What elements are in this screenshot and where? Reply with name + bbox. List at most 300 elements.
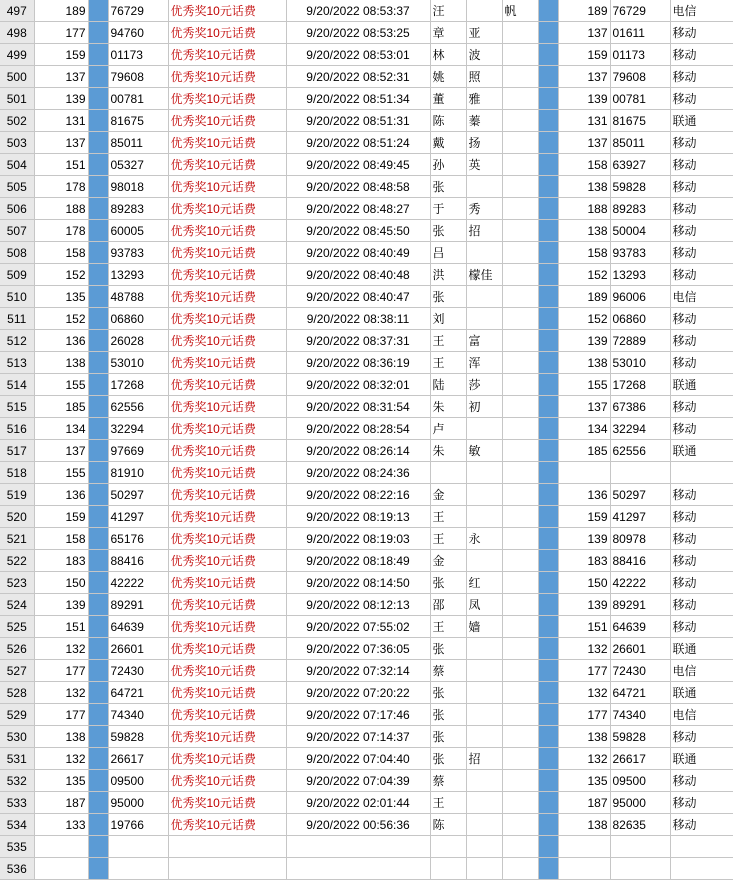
table-row[interactable]: [0, 264, 733, 286]
cell-amount-2[interactable]: 152: [558, 264, 610, 286]
cell-datetime[interactable]: 9/20/2022 08:18:49: [286, 550, 430, 572]
cell-amount-2[interactable]: 132: [558, 748, 610, 770]
cell-amount-1[interactable]: 134: [34, 418, 88, 440]
cell-name-3[interactable]: [502, 594, 538, 616]
table-row[interactable]: [0, 198, 733, 220]
cell-prize-label[interactable]: 优秀奖10元话费: [168, 418, 286, 440]
table-row[interactable]: [0, 418, 733, 440]
row-header[interactable]: 505: [0, 176, 34, 198]
cell-amount-2[interactable]: [558, 858, 610, 880]
cell-prize-label[interactable]: 优秀奖10元话费: [168, 484, 286, 506]
table-row[interactable]: [0, 594, 733, 616]
cell-name-1[interactable]: 朱: [430, 396, 466, 418]
cell-datetime[interactable]: 9/20/2022 08:52:31: [286, 66, 430, 88]
cell-prize-label[interactable]: 优秀奖10元话费: [168, 748, 286, 770]
table-row[interactable]: [0, 682, 733, 704]
cell-carrier[interactable]: 移动: [670, 44, 733, 66]
cell-prize-label[interactable]: 优秀奖10元话费: [168, 704, 286, 726]
cell-amount-2[interactable]: 138: [558, 176, 610, 198]
cell-carrier[interactable]: 移动: [670, 616, 733, 638]
cell-prize-label[interactable]: 优秀奖10元话费: [168, 440, 286, 462]
cell-name-3[interactable]: [502, 484, 538, 506]
cell-code-1[interactable]: 05327: [108, 154, 168, 176]
row-header[interactable]: 525: [0, 616, 34, 638]
row-header[interactable]: 519: [0, 484, 34, 506]
cell-datetime[interactable]: [286, 858, 430, 880]
cell-name-3[interactable]: [502, 66, 538, 88]
cell-code-1[interactable]: 62556: [108, 396, 168, 418]
cell-amount-1[interactable]: 185: [34, 396, 88, 418]
cell-name-1[interactable]: 金: [430, 550, 466, 572]
cell-code-2[interactable]: 59828: [610, 176, 670, 198]
row-header[interactable]: 499: [0, 44, 34, 66]
cell-prize-label[interactable]: 优秀奖10元话费: [168, 814, 286, 836]
cell-code-2[interactable]: 17268: [610, 374, 670, 396]
cell-name-2[interactable]: 照: [466, 66, 502, 88]
cell-name-1[interactable]: 张: [430, 572, 466, 594]
cell-code-2[interactable]: 50004: [610, 220, 670, 242]
cell-amount-2[interactable]: 150: [558, 572, 610, 594]
cell-carrier[interactable]: 联通: [670, 110, 733, 132]
cell-name-1[interactable]: 陆: [430, 374, 466, 396]
row-header[interactable]: 526: [0, 638, 34, 660]
cell-name-3[interactable]: [502, 352, 538, 374]
cell-name-1[interactable]: 于: [430, 198, 466, 220]
cell-carrier[interactable]: [670, 462, 733, 484]
cell-name-1[interactable]: [430, 462, 466, 484]
cell-amount-1[interactable]: 136: [34, 484, 88, 506]
cell-carrier[interactable]: 移动: [670, 352, 733, 374]
cell-prize-label[interactable]: 优秀奖10元话费: [168, 770, 286, 792]
cell-amount-1[interactable]: 135: [34, 286, 88, 308]
cell-name-2[interactable]: 扬: [466, 132, 502, 154]
cell-prize-label[interactable]: [168, 836, 286, 858]
cell-amount-1[interactable]: 139: [34, 88, 88, 110]
cell-prize-label[interactable]: 优秀奖10元话费: [168, 264, 286, 286]
row-header[interactable]: 535: [0, 836, 34, 858]
cell-name-2[interactable]: 波: [466, 44, 502, 66]
cell-amount-1[interactable]: 132: [34, 682, 88, 704]
cell-amount-2[interactable]: 139: [558, 88, 610, 110]
cell-datetime[interactable]: 9/20/2022 08:40:47: [286, 286, 430, 308]
cell-amount-2[interactable]: 137: [558, 66, 610, 88]
cell-code-1[interactable]: 53010: [108, 352, 168, 374]
cell-prize-label[interactable]: 优秀奖10元话费: [168, 396, 286, 418]
cell-name-2[interactable]: [466, 242, 502, 264]
cell-amount-2[interactable]: 177: [558, 660, 610, 682]
cell-code-2[interactable]: 06860: [610, 308, 670, 330]
cell-name-2[interactable]: [466, 176, 502, 198]
cell-amount-2[interactable]: [558, 462, 610, 484]
cell-name-3[interactable]: [502, 88, 538, 110]
cell-name-2[interactable]: 凤: [466, 594, 502, 616]
row-header[interactable]: 524: [0, 594, 34, 616]
cell-code-2[interactable]: 26601: [610, 638, 670, 660]
row-header[interactable]: 527: [0, 660, 34, 682]
cell-code-1[interactable]: 26617: [108, 748, 168, 770]
cell-carrier[interactable]: 联通: [670, 440, 733, 462]
cell-datetime[interactable]: 9/20/2022 08:19:03: [286, 528, 430, 550]
cell-carrier[interactable]: 联通: [670, 682, 733, 704]
cell-name-2[interactable]: 英: [466, 154, 502, 176]
cell-datetime[interactable]: 9/20/2022 08:49:45: [286, 154, 430, 176]
cell-prize-label[interactable]: 优秀奖10元话费: [168, 550, 286, 572]
cell-name-2[interactable]: [466, 286, 502, 308]
cell-name-2[interactable]: [466, 770, 502, 792]
cell-name-2[interactable]: 招: [466, 748, 502, 770]
cell-code-2[interactable]: 82635: [610, 814, 670, 836]
cell-amount-1[interactable]: 177: [34, 22, 88, 44]
row-header[interactable]: 508: [0, 242, 34, 264]
cell-carrier[interactable]: 移动: [670, 418, 733, 440]
cell-datetime[interactable]: 9/20/2022 07:04:40: [286, 748, 430, 770]
cell-prize-label[interactable]: 优秀奖10元话费: [168, 0, 286, 22]
cell-name-2[interactable]: [466, 506, 502, 528]
cell-name-3[interactable]: [502, 682, 538, 704]
row-header[interactable]: 511: [0, 308, 34, 330]
cell-amount-2[interactable]: 188: [558, 198, 610, 220]
cell-name-1[interactable]: 卢: [430, 418, 466, 440]
cell-code-1[interactable]: 88416: [108, 550, 168, 572]
cell-name-1[interactable]: 王: [430, 792, 466, 814]
table-row[interactable]: [0, 440, 733, 462]
row-header[interactable]: 528: [0, 682, 34, 704]
cell-code-2[interactable]: 88416: [610, 550, 670, 572]
table-row[interactable]: [0, 154, 733, 176]
cell-name-2[interactable]: [466, 836, 502, 858]
cell-code-2[interactable]: 95000: [610, 792, 670, 814]
cell-code-1[interactable]: 93783: [108, 242, 168, 264]
cell-amount-1[interactable]: 177: [34, 660, 88, 682]
cell-carrier[interactable]: 移动: [670, 550, 733, 572]
cell-amount-2[interactable]: 136: [558, 484, 610, 506]
cell-name-1[interactable]: 王: [430, 352, 466, 374]
cell-prize-label[interactable]: 优秀奖10元话费: [168, 198, 286, 220]
cell-name-1[interactable]: [430, 836, 466, 858]
table-row[interactable]: [0, 88, 733, 110]
cell-amount-2[interactable]: 159: [558, 44, 610, 66]
cell-name-1[interactable]: 章: [430, 22, 466, 44]
row-header[interactable]: 516: [0, 418, 34, 440]
table-row[interactable]: [0, 660, 733, 682]
cell-name-2[interactable]: 红: [466, 572, 502, 594]
cell-prize-label[interactable]: 优秀奖10元话费: [168, 220, 286, 242]
row-header[interactable]: 530: [0, 726, 34, 748]
row-header[interactable]: 522: [0, 550, 34, 572]
cell-prize-label[interactable]: 优秀奖10元话费: [168, 110, 286, 132]
cell-name-1[interactable]: 蔡: [430, 770, 466, 792]
cell-name-3[interactable]: [502, 418, 538, 440]
cell-name-2[interactable]: [466, 550, 502, 572]
cell-code-1[interactable]: 26028: [108, 330, 168, 352]
cell-datetime[interactable]: 9/20/2022 08:40:49: [286, 242, 430, 264]
cell-name-1[interactable]: 朱: [430, 440, 466, 462]
cell-name-1[interactable]: 吕: [430, 242, 466, 264]
cell-amount-2[interactable]: 139: [558, 528, 610, 550]
cell-datetime[interactable]: 9/20/2022 07:17:46: [286, 704, 430, 726]
table-row[interactable]: [0, 22, 733, 44]
cell-amount-1[interactable]: 137: [34, 440, 88, 462]
table-row[interactable]: [0, 858, 733, 880]
cell-amount-2[interactable]: 138: [558, 220, 610, 242]
cell-amount-1[interactable]: 137: [34, 66, 88, 88]
cell-carrier[interactable]: 移动: [670, 22, 733, 44]
cell-prize-label[interactable]: 优秀奖10元话费: [168, 176, 286, 198]
table-row[interactable]: [0, 308, 733, 330]
cell-amount-1[interactable]: 189: [34, 0, 88, 22]
cell-prize-label[interactable]: 优秀奖10元话费: [168, 44, 286, 66]
cell-code-1[interactable]: 74340: [108, 704, 168, 726]
cell-code-2[interactable]: 00781: [610, 88, 670, 110]
table-row[interactable]: [0, 396, 733, 418]
cell-name-1[interactable]: 张: [430, 638, 466, 660]
cell-name-3[interactable]: [502, 528, 538, 550]
cell-name-2[interactable]: [466, 660, 502, 682]
cell-datetime[interactable]: 9/20/2022 08:48:27: [286, 198, 430, 220]
cell-datetime[interactable]: 9/20/2022 07:55:02: [286, 616, 430, 638]
cell-amount-2[interactable]: 152: [558, 308, 610, 330]
cell-name-3[interactable]: [502, 638, 538, 660]
cell-name-3[interactable]: [502, 198, 538, 220]
cell-name-3[interactable]: [502, 748, 538, 770]
cell-code-2[interactable]: 63927: [610, 154, 670, 176]
row-header[interactable]: 517: [0, 440, 34, 462]
row-header[interactable]: 498: [0, 22, 34, 44]
cell-name-1[interactable]: 张: [430, 176, 466, 198]
cell-code-2[interactable]: 42222: [610, 572, 670, 594]
cell-amount-1[interactable]: [34, 858, 88, 880]
cell-amount-2[interactable]: 138: [558, 352, 610, 374]
cell-prize-label[interactable]: 优秀奖10元话费: [168, 132, 286, 154]
table-row[interactable]: [0, 638, 733, 660]
cell-code-1[interactable]: [108, 858, 168, 880]
cell-prize-label[interactable]: 优秀奖10元话费: [168, 594, 286, 616]
cell-name-3[interactable]: [502, 660, 538, 682]
table-row[interactable]: [0, 220, 733, 242]
cell-code-1[interactable]: 01173: [108, 44, 168, 66]
cell-datetime[interactable]: 9/20/2022 08:45:50: [286, 220, 430, 242]
cell-datetime[interactable]: 9/20/2022 08:22:16: [286, 484, 430, 506]
cell-carrier[interactable]: [670, 858, 733, 880]
table-row[interactable]: [0, 462, 733, 484]
cell-code-1[interactable]: [108, 836, 168, 858]
cell-name-3[interactable]: [502, 616, 538, 638]
cell-name-1[interactable]: 姚: [430, 66, 466, 88]
row-header[interactable]: 520: [0, 506, 34, 528]
cell-code-2[interactable]: 50297: [610, 484, 670, 506]
cell-name-3[interactable]: [502, 506, 538, 528]
cell-name-1[interactable]: 蔡: [430, 660, 466, 682]
cell-code-2[interactable]: 72889: [610, 330, 670, 352]
cell-name-2[interactable]: 永: [466, 528, 502, 550]
cell-amount-1[interactable]: 159: [34, 506, 88, 528]
row-header[interactable]: 529: [0, 704, 34, 726]
cell-name-3[interactable]: [502, 770, 538, 792]
cell-amount-1[interactable]: 131: [34, 110, 88, 132]
row-header[interactable]: 518: [0, 462, 34, 484]
cell-datetime[interactable]: 9/20/2022 08:26:14: [286, 440, 430, 462]
row-header[interactable]: 536: [0, 858, 34, 880]
cell-code-2[interactable]: 13293: [610, 264, 670, 286]
table-row[interactable]: [0, 286, 733, 308]
cell-name-1[interactable]: 董: [430, 88, 466, 110]
table-row[interactable]: [0, 176, 733, 198]
row-header[interactable]: 531: [0, 748, 34, 770]
cell-code-1[interactable]: 76729: [108, 0, 168, 22]
cell-name-3[interactable]: [502, 396, 538, 418]
cell-name-1[interactable]: 金: [430, 484, 466, 506]
cell-code-2[interactable]: 64639: [610, 616, 670, 638]
cell-code-1[interactable]: 13293: [108, 264, 168, 286]
cell-name-2[interactable]: [466, 814, 502, 836]
cell-prize-label[interactable]: 优秀奖10元话费: [168, 660, 286, 682]
cell-amount-1[interactable]: 178: [34, 176, 88, 198]
cell-code-1[interactable]: 17268: [108, 374, 168, 396]
cell-name-3[interactable]: [502, 814, 538, 836]
cell-name-2[interactable]: [466, 0, 502, 22]
cell-amount-1[interactable]: 138: [34, 352, 88, 374]
table-row[interactable]: [0, 770, 733, 792]
cell-code-1[interactable]: 97669: [108, 440, 168, 462]
cell-name-2[interactable]: [466, 638, 502, 660]
cell-datetime[interactable]: 9/20/2022 08:51:34: [286, 88, 430, 110]
cell-prize-label[interactable]: 优秀奖10元话费: [168, 330, 286, 352]
cell-amount-2[interactable]: 138: [558, 814, 610, 836]
cell-prize-label[interactable]: 优秀奖10元话费: [168, 154, 286, 176]
cell-code-2[interactable]: 79608: [610, 66, 670, 88]
cell-amount-1[interactable]: 138: [34, 726, 88, 748]
row-header[interactable]: 500: [0, 66, 34, 88]
cell-carrier[interactable]: 电信: [670, 704, 733, 726]
table-row[interactable]: [0, 242, 733, 264]
cell-name-3[interactable]: [502, 440, 538, 462]
cell-datetime[interactable]: 9/20/2022 08:38:11: [286, 308, 430, 330]
table-row[interactable]: [0, 528, 733, 550]
cell-datetime[interactable]: 9/20/2022 08:24:36: [286, 462, 430, 484]
cell-name-2[interactable]: 蓁: [466, 110, 502, 132]
cell-code-1[interactable]: 60005: [108, 220, 168, 242]
cell-code-1[interactable]: 41297: [108, 506, 168, 528]
row-header[interactable]: 521: [0, 528, 34, 550]
cell-code-2[interactable]: 89283: [610, 198, 670, 220]
cell-name-2[interactable]: 浑: [466, 352, 502, 374]
table-row[interactable]: [0, 44, 733, 66]
cell-code-1[interactable]: 48788: [108, 286, 168, 308]
cell-name-1[interactable]: 王: [430, 506, 466, 528]
cell-code-1[interactable]: 81910: [108, 462, 168, 484]
cell-datetime[interactable]: 9/20/2022 07:14:37: [286, 726, 430, 748]
row-header[interactable]: 534: [0, 814, 34, 836]
cell-carrier[interactable]: 移动: [670, 814, 733, 836]
cell-carrier[interactable]: 移动: [670, 726, 733, 748]
cell-name-1[interactable]: 汪: [430, 0, 466, 22]
cell-name-2[interactable]: 亚: [466, 22, 502, 44]
cell-amount-2[interactable]: 183: [558, 550, 610, 572]
cell-carrier[interactable]: 移动: [670, 220, 733, 242]
cell-amount-2[interactable]: 158: [558, 154, 610, 176]
row-header[interactable]: 507: [0, 220, 34, 242]
cell-carrier[interactable]: 移动: [670, 572, 733, 594]
cell-name-2[interactable]: [466, 704, 502, 726]
cell-name-3[interactable]: [502, 572, 538, 594]
cell-carrier[interactable]: 联通: [670, 374, 733, 396]
cell-amount-1[interactable]: 152: [34, 308, 88, 330]
cell-name-3[interactable]: [502, 22, 538, 44]
cell-name-3[interactable]: [502, 704, 538, 726]
cell-prize-label[interactable]: 优秀奖10元话费: [168, 286, 286, 308]
cell-prize-label[interactable]: 优秀奖10元话费: [168, 506, 286, 528]
cell-name-2[interactable]: [466, 726, 502, 748]
cell-carrier[interactable]: 移动: [670, 770, 733, 792]
row-header[interactable]: 497: [0, 0, 34, 22]
cell-carrier[interactable]: 电信: [670, 0, 733, 22]
cell-name-3[interactable]: [502, 220, 538, 242]
cell-carrier[interactable]: 移动: [670, 396, 733, 418]
table-row[interactable]: [0, 792, 733, 814]
cell-datetime[interactable]: 9/20/2022 08:51:24: [286, 132, 430, 154]
cell-prize-label[interactable]: [168, 858, 286, 880]
row-header[interactable]: 509: [0, 264, 34, 286]
cell-datetime[interactable]: 9/20/2022 07:36:05: [286, 638, 430, 660]
cell-name-3[interactable]: [502, 286, 538, 308]
row-header[interactable]: 514: [0, 374, 34, 396]
table-row[interactable]: [0, 616, 733, 638]
cell-name-2[interactable]: [466, 858, 502, 880]
cell-datetime[interactable]: 9/20/2022 08:19:13: [286, 506, 430, 528]
cell-prize-label[interactable]: 优秀奖10元话费: [168, 462, 286, 484]
table-row[interactable]: [0, 726, 733, 748]
cell-amount-2[interactable]: 137: [558, 132, 610, 154]
cell-code-1[interactable]: 89283: [108, 198, 168, 220]
cell-amount-2[interactable]: 138: [558, 726, 610, 748]
cell-code-2[interactable]: 26617: [610, 748, 670, 770]
cell-prize-label[interactable]: 优秀奖10元话费: [168, 528, 286, 550]
cell-prize-label[interactable]: 优秀奖10元话费: [168, 572, 286, 594]
row-header[interactable]: 510: [0, 286, 34, 308]
cell-code-1[interactable]: 79608: [108, 66, 168, 88]
cell-name-3[interactable]: [502, 44, 538, 66]
cell-name-1[interactable]: 张: [430, 682, 466, 704]
cell-prize-label[interactable]: 优秀奖10元话费: [168, 792, 286, 814]
cell-name-2[interactable]: [466, 682, 502, 704]
cell-carrier[interactable]: 联通: [670, 748, 733, 770]
cell-datetime[interactable]: 9/20/2022 07:04:39: [286, 770, 430, 792]
cell-name-2[interactable]: [466, 462, 502, 484]
cell-name-2[interactable]: 敏: [466, 440, 502, 462]
cell-code-2[interactable]: 01611: [610, 22, 670, 44]
cell-code-1[interactable]: 64721: [108, 682, 168, 704]
cell-datetime[interactable]: 9/20/2022 08:53:01: [286, 44, 430, 66]
cell-code-2[interactable]: 53010: [610, 352, 670, 374]
cell-carrier[interactable]: 移动: [670, 308, 733, 330]
cell-carrier[interactable]: 移动: [670, 88, 733, 110]
cell-name-1[interactable]: 邵: [430, 594, 466, 616]
cell-carrier[interactable]: 移动: [670, 264, 733, 286]
cell-code-2[interactable]: [610, 462, 670, 484]
cell-name-1[interactable]: 洪: [430, 264, 466, 286]
cell-code-1[interactable]: 59828: [108, 726, 168, 748]
cell-code-1[interactable]: 50297: [108, 484, 168, 506]
cell-name-3[interactable]: [502, 550, 538, 572]
cell-name-1[interactable]: 孙: [430, 154, 466, 176]
table-row[interactable]: [0, 748, 733, 770]
cell-name-1[interactable]: 张: [430, 286, 466, 308]
cell-prize-label[interactable]: 优秀奖10元话费: [168, 308, 286, 330]
cell-prize-label[interactable]: 优秀奖10元话费: [168, 374, 286, 396]
cell-carrier[interactable]: 移动: [670, 484, 733, 506]
cell-code-1[interactable]: 89291: [108, 594, 168, 616]
cell-prize-label[interactable]: 优秀奖10元话费: [168, 88, 286, 110]
